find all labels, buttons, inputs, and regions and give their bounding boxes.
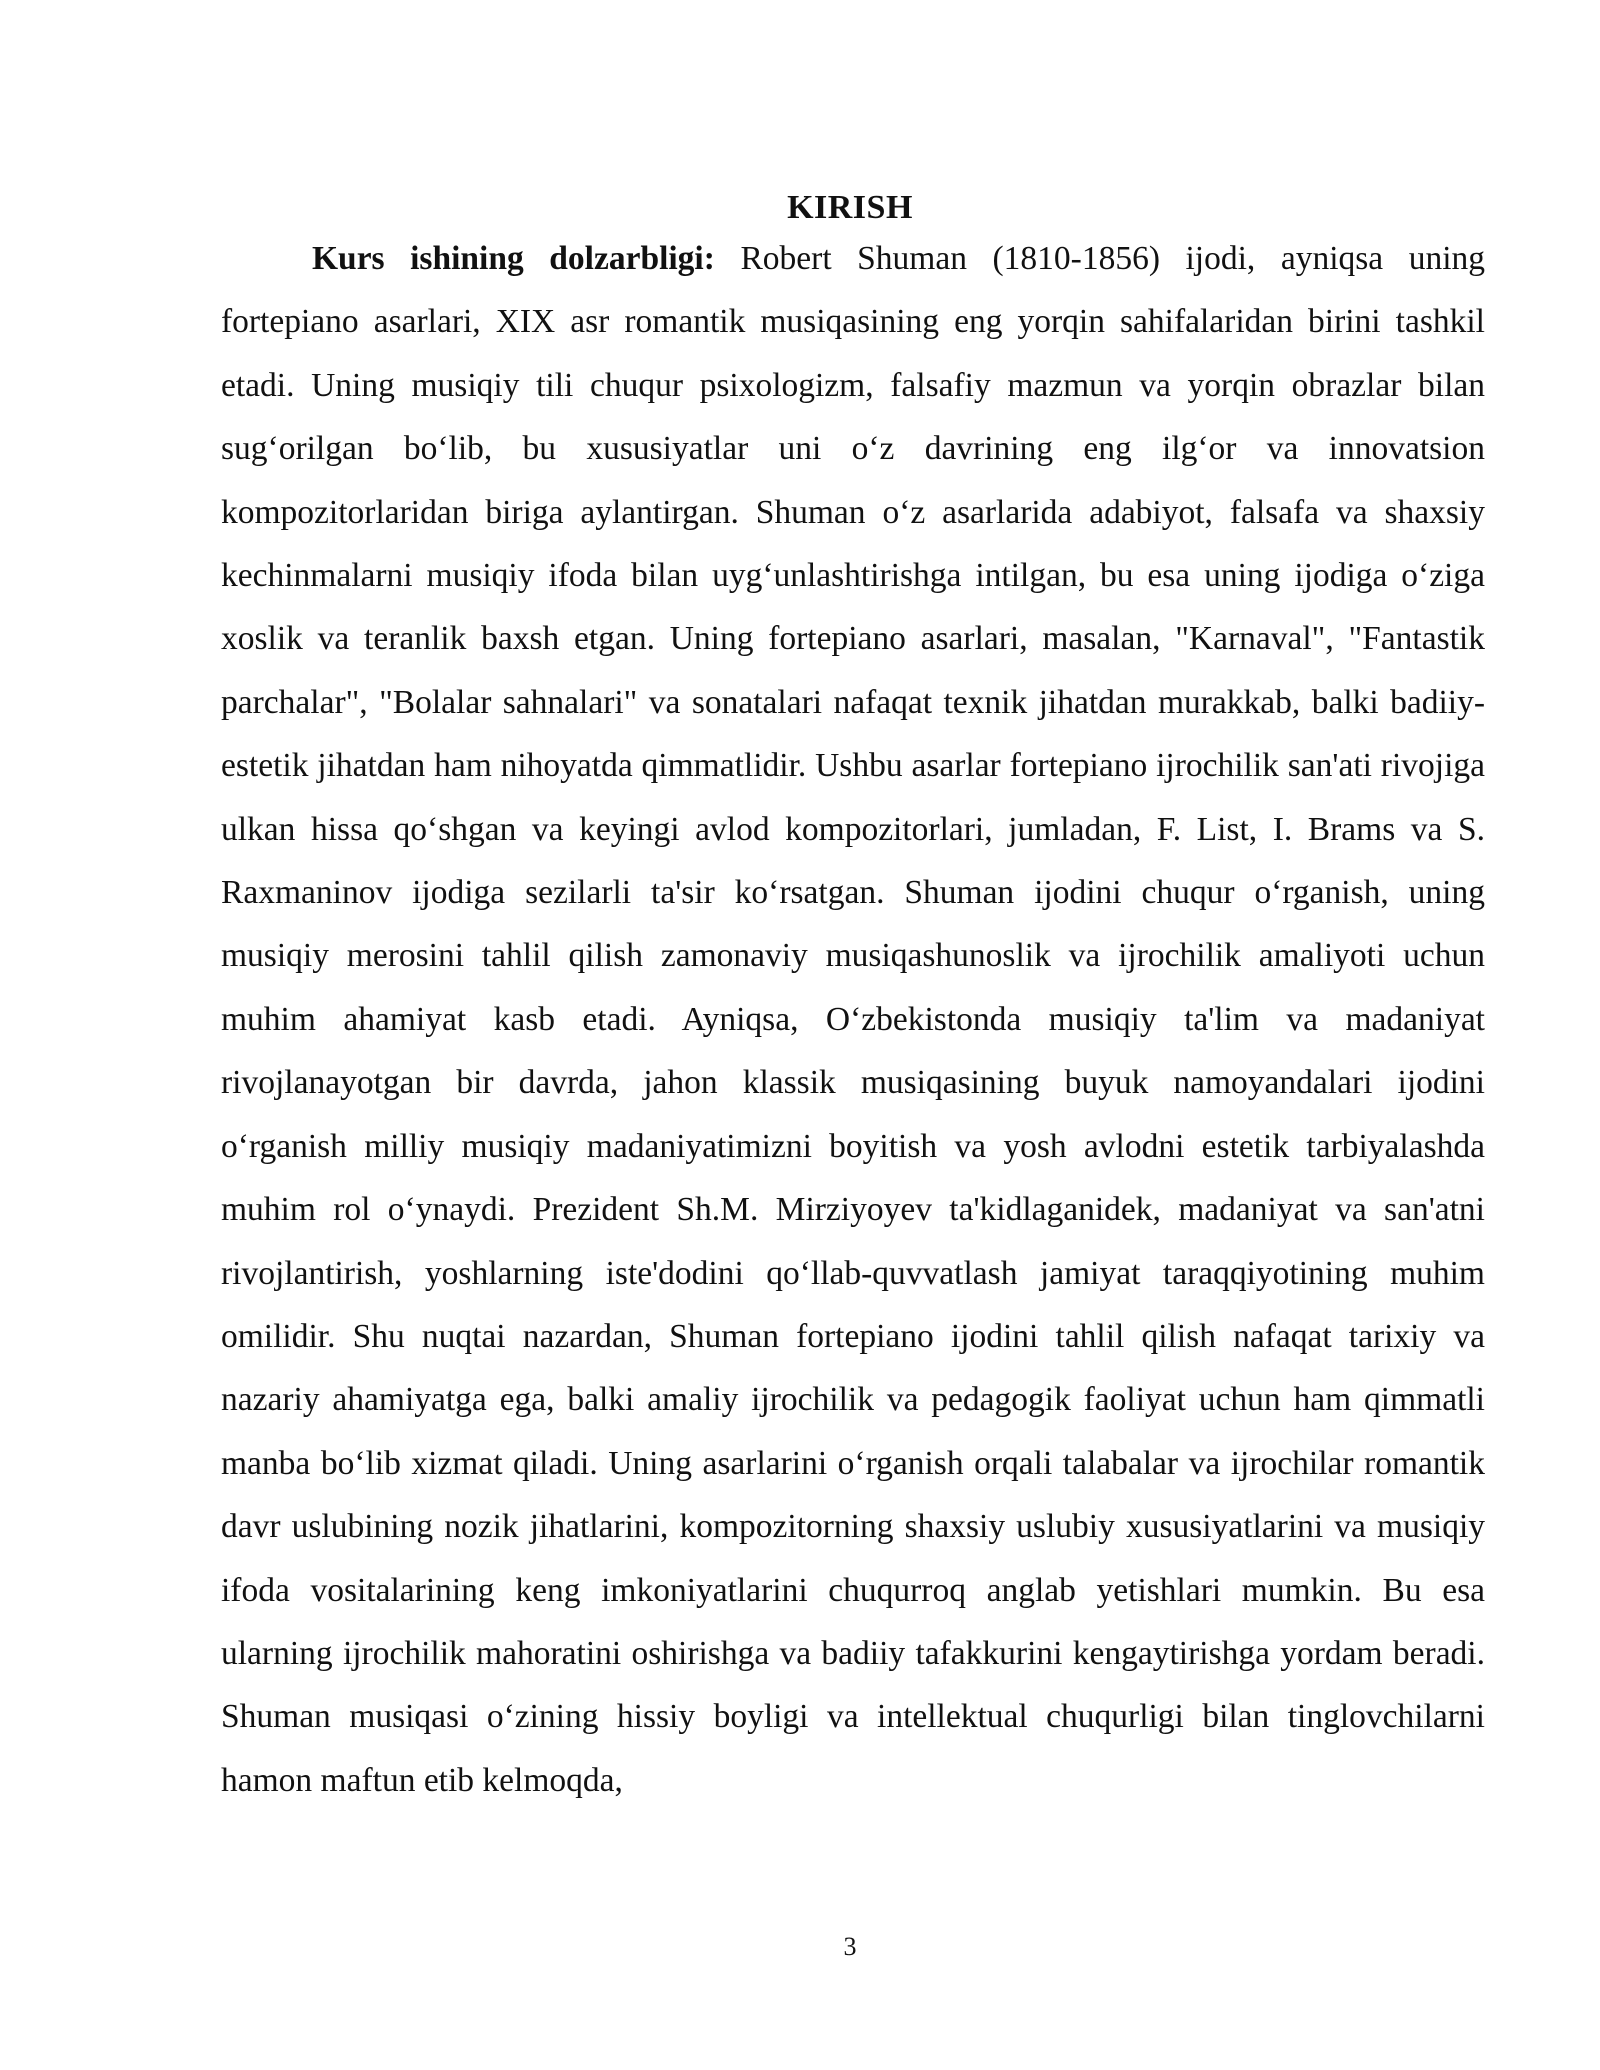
body-paragraph: [221, 227, 1485, 1812]
paragraph-lead: Kurs ishining dolzarbligi:: [312, 240, 715, 277]
page-number: 3: [843, 1932, 857, 1961]
paragraph-text: Robert Shuman (1810-1856) ijodi, ayniqsa uning fortepiano asarlari, XIX asr romantik musiqasining eng yorqin sahifalaridan birini tashkil etadi. Uning musiqiy tili chuqur psixologizm, falsafiy mazmun va yorqin obrazlar bilan sug‘orilgan bo‘lib, bu xususiyatlar uni o‘z davrining eng ilg‘or va innovatsion kompozitorlaridan biriga aylantirgan. Shuman o‘z asarlarida adabiyot, falsafa va shaxsiy kechinmalarni musiqiy ifoda bilan uyg‘unlashtirishga intilgan, bu esa uning ijodiga o‘ziga xoslik va teranlik baxsh etgan. Uning fortepiano asarlari, masalan, "Karnaval", "Fantastik parchalar", "Bolalar sahnalari" va sonatalari nafaqat texnik jihatdan murakkab, balki badiiy-estetik jihatdan ham nihoyatda qimmatlidir. Ushbu asarlar fortepiano ijrochilik san'ati rivojiga ulkan hissa qo‘shgan va keyingi avlod kompozitorlari, jumladan, F. List, I. Brams va S. Raxmaninov ijodiga sezilarli ta'sir ko‘rsatgan. Shuman ijodini chuqur o‘rganish, uning musiqiy merosini tahlil qilish zamonaviy musiqashunoslik va ijrochilik amaliyoti uchun muhim ahamiyat kasb etadi. Ayniqsa, O‘zbekistonda musiqiy ta'lim va madaniyat rivojlanayotgan bir davrda, jahon klassik musiqasining buyuk namoyandalari ijodini o‘rganish milliy musiqiy madaniyatimizni boyitish va yosh avlodni estetik tarbiyalashda muhim rol o‘ynaydi. Prezident Sh.M. Mirziyoyev ta'kidlaganidek, madaniyat va san'atni rivojlantirish, yoshlarning iste'dodini qo‘llab-quvvatlash jamiyat taraqqiyotining muhim omilidir. Shu nuqtai nazardan, Shuman fortepiano ijodini tahlil qilish nafaqat tarixiy va nazariy ahamiyatga ega, balki amaliy ijrochilik va pedagogik faoliyat uchun ham qimmatli manba bo‘lib xizmat qiladi. Uning asarlarini o‘rganish orqali talabalar va ijrochilar romantik davr uslubining nozik jihatlarini, kompozitorning shaxsiy uslubiy xususiyatlarini va musiqiy ifoda vositalarining keng imkoniyatlarini chuqurroq anglab yetishlari mumkin. Bu esa ularning ijrochilik mahoratini oshirishga va badiiy tafakkurini kengaytirishga yordam beradi. Shuman musiqasi o‘zining hissiy boyligi va intellektual chuqurligi bilan tinglovchilarni hamon maftun etib kelmoqda,: [221, 240, 1486, 1799]
page-title: KIRISH: [787, 189, 913, 226]
